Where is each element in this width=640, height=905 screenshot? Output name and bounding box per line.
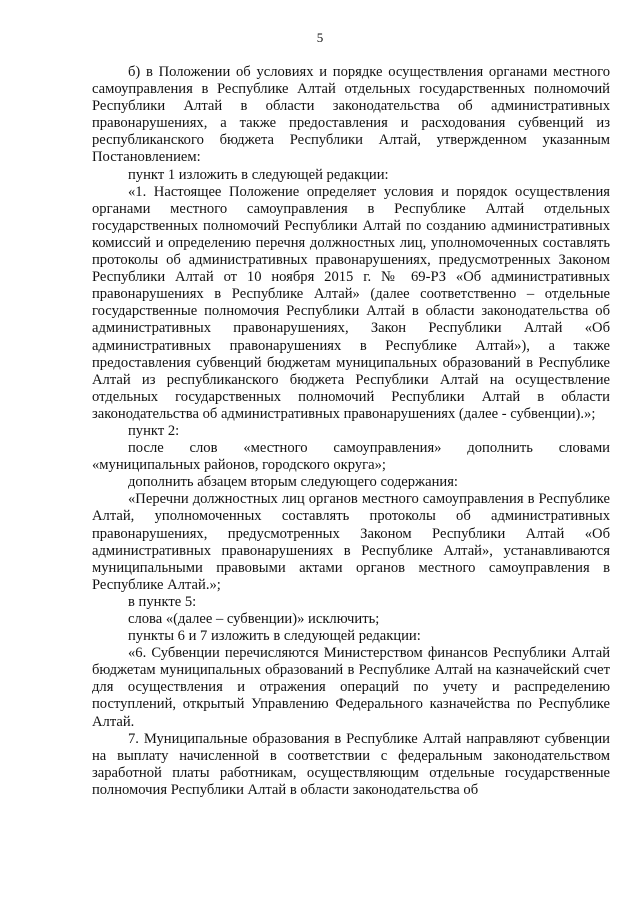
- paragraph-points6-7-instruction: пункты 6 и 7 изложить в следующей редакции:: [128, 628, 421, 645]
- paragraph-point2-addition: после слов «местного самоуправления» дополнить словами «муниципальных районов, городского округа»;: [92, 440, 610, 474]
- paragraph-point2-heading: пункт 2:: [128, 422, 180, 439]
- paragraph-point1-instruction: пункт 1 изложить в следующей редакции:: [128, 166, 389, 183]
- paragraph-point6-text: «6. Субвенции перечисляются Министерством финансов Республики Алтай бюджетам муниципальных образований в Республике Алтай на казначейский счет для осуществления и отражения операций по учету и распределению поступлений, открытый Управлению Федерального казначейства по Республике Алтай.: [92, 645, 610, 730]
- paragraph-intro: б) в Положении об условиях и порядке осуществления органами местного самоуправления в Республике Алтай отдельных государственных полномочий Республики Алтай в области законодательства об административных правонарушениях, а также предоставления и расходования субвенций из республиканского бюджета Республики Алтай, утвержденном указанным Постановлением:: [92, 64, 610, 166]
- paragraph-point5-exclude: слова «(далее – субвенции)» исключить;: [128, 611, 380, 627]
- document-body: [92, 64, 610, 799]
- paragraph-lists-of-officials: «Перечни должностных лиц органов местного самоуправления в Республике Алтай, уполномоченных составлять протоколы об административных правонарушениях, предусмотренных Законом Республики Алтай «Об административных правонарушениях в Республике Алтай», устанавливаются муниципальными правовыми актами органов местного самоуправления в Республике Алтай.»;: [92, 491, 610, 593]
- paragraph-point1-text: «1. Настоящее Положение определяет условия и порядок осуществления органами местного самоуправления в Республике Алтай отдельных государственных полномочий Республики Алтай по созданию административных комиссий и определению перечня должностных лиц, уполномоченных составлять протоколы об административных правонарушениях, предусмотренных Законом Республики Алтай от 10 ноября 2015 г. № 69-РЗ «Об административных правонарушениях в Республике Алтай» (далее соответственно – отдельные государственные полномочия Республики Алтай в области законодательства об административных правонарушениях, Закон Республики Алтай «Об административных правонарушениях в Республике Алтай»), а также предоставления субвенций бюджетам муниципальных образований в Республике Алтай из республиканского бюджета Республики Алтай на осуществление отдельных государственных полномочий Республики Алтай в области законодательства об административных правонарушениях (далее - субвенции).»;: [92, 183, 610, 422]
- page-number: 5: [316, 30, 324, 45]
- paragraph-point5-heading: в пункте 5:: [128, 593, 197, 610]
- paragraph-point7-text: 7. Муниципальные образования в Республике Алтай направляют субвенции на выплату начисленной в соответствии с федеральным законодательством заработной платы работникам, осуществляющим отдельные государственные полномочия Республики Алтай в области законодательства об: [92, 730, 610, 798]
- paragraph-add-second-indent: дополнить абзацем вторым следующего содержания:: [128, 474, 458, 491]
